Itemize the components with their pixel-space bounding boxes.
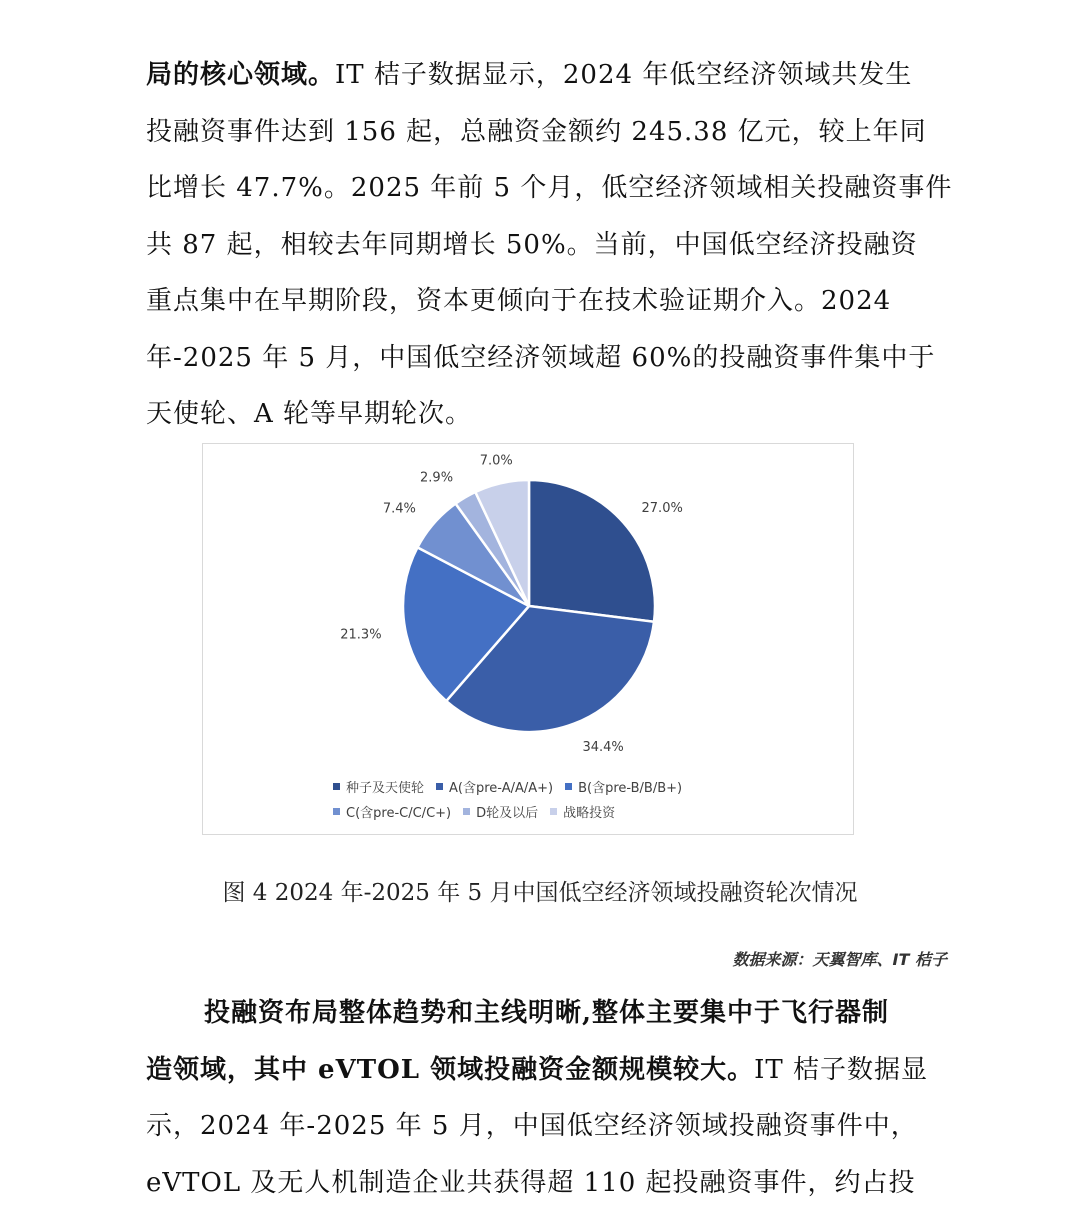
- legend-item-seed: [333, 777, 424, 796]
- legend-label: B(含pre-B/B/B+): [578, 781, 683, 796]
- legend-label: C(含pre-C/C/C+): [346, 806, 452, 821]
- slice-label: 7.0%: [479, 453, 513, 469]
- legend-item-strategic: [550, 802, 615, 821]
- figure-caption: 图 4 2024 年-2025 年 5 月中国低空经济领域投融资轮次情况: [222, 880, 858, 906]
- legend-item-d: [463, 802, 538, 821]
- bold-text: 造领域，其中 eVTOL 领域投融资金额规模较大。: [146, 1054, 755, 1085]
- slice-label: 7.4%: [382, 501, 416, 517]
- legend-row: [333, 799, 753, 824]
- legend-item-b: [565, 777, 682, 796]
- legend-label: 种子及天使轮: [346, 781, 425, 796]
- text-line: 投融资布局整体趋势和主线明晰,整体主要集中于飞行器制: [204, 998, 890, 1028]
- text-line: [146, 47, 946, 104]
- legend-swatch: [436, 783, 443, 790]
- text-line: 重点集中在早期阶段，资本更倾向于在技术验证期介入。2024: [146, 286, 892, 316]
- legend-swatch: [565, 783, 572, 790]
- slice-label: 21.3%: [340, 627, 382, 643]
- text-line: eVTOL 及无人机制造企业共获得超 110 起投融资事件，约占投: [146, 1167, 916, 1198]
- slice-label: 27.0%: [641, 500, 683, 516]
- text-line: 天使轮、A 轮等早期轮次。: [146, 399, 473, 429]
- legend-item-a: [436, 777, 553, 796]
- text-line: [146, 1042, 946, 1099]
- pie-chart: [202, 443, 854, 835]
- text-line: 年-2025 年 5 月，中国低空经济领域超 60%的投融资事件集中于: [146, 342, 936, 373]
- bold-text: 局的核心领域。: [146, 60, 336, 90]
- pie-slice: [529, 480, 655, 622]
- text-line: 共 87 起，相较去年同期增长 50%。当前，中国低空经济投融资: [146, 229, 918, 260]
- text-line: 比增长 47.7%。2025 年前 5 个月，低空经济领域相关投融资事件: [146, 173, 953, 203]
- legend-swatch: [550, 808, 557, 815]
- chart-legend: [333, 774, 753, 824]
- slice-label: 34.4%: [582, 740, 624, 756]
- legend-swatch: [333, 783, 340, 790]
- slice-label: 2.9%: [420, 470, 454, 486]
- data-source: 数据来源：天翼智库、IT 桔子: [732, 950, 947, 969]
- body-paragraph: [146, 985, 946, 1211]
- text-line: 示，2024 年-2025 年 5 月，中国低空经济领域投融资事件中，: [146, 1111, 918, 1141]
- legend-item-c: [333, 802, 451, 821]
- legend-label: D轮及以后: [476, 806, 539, 821]
- legend-label: A(含pre-A/A/A+): [449, 781, 554, 796]
- pie-chart-svg: [203, 444, 855, 774]
- text-span: IT 桔子数据显: [754, 1054, 928, 1085]
- text-span: IT 桔子数据显示，2024 年低空经济领域共发生: [335, 60, 913, 90]
- legend-label: 战略投资: [563, 806, 616, 821]
- legend-swatch: [333, 808, 340, 815]
- legend-swatch: [463, 808, 470, 815]
- intro-paragraph: [146, 47, 953, 443]
- legend-row: [333, 774, 753, 799]
- text-line: 投融资事件达到 156 起，总融资金额约 245.38 亿元，较上年同: [146, 116, 927, 147]
